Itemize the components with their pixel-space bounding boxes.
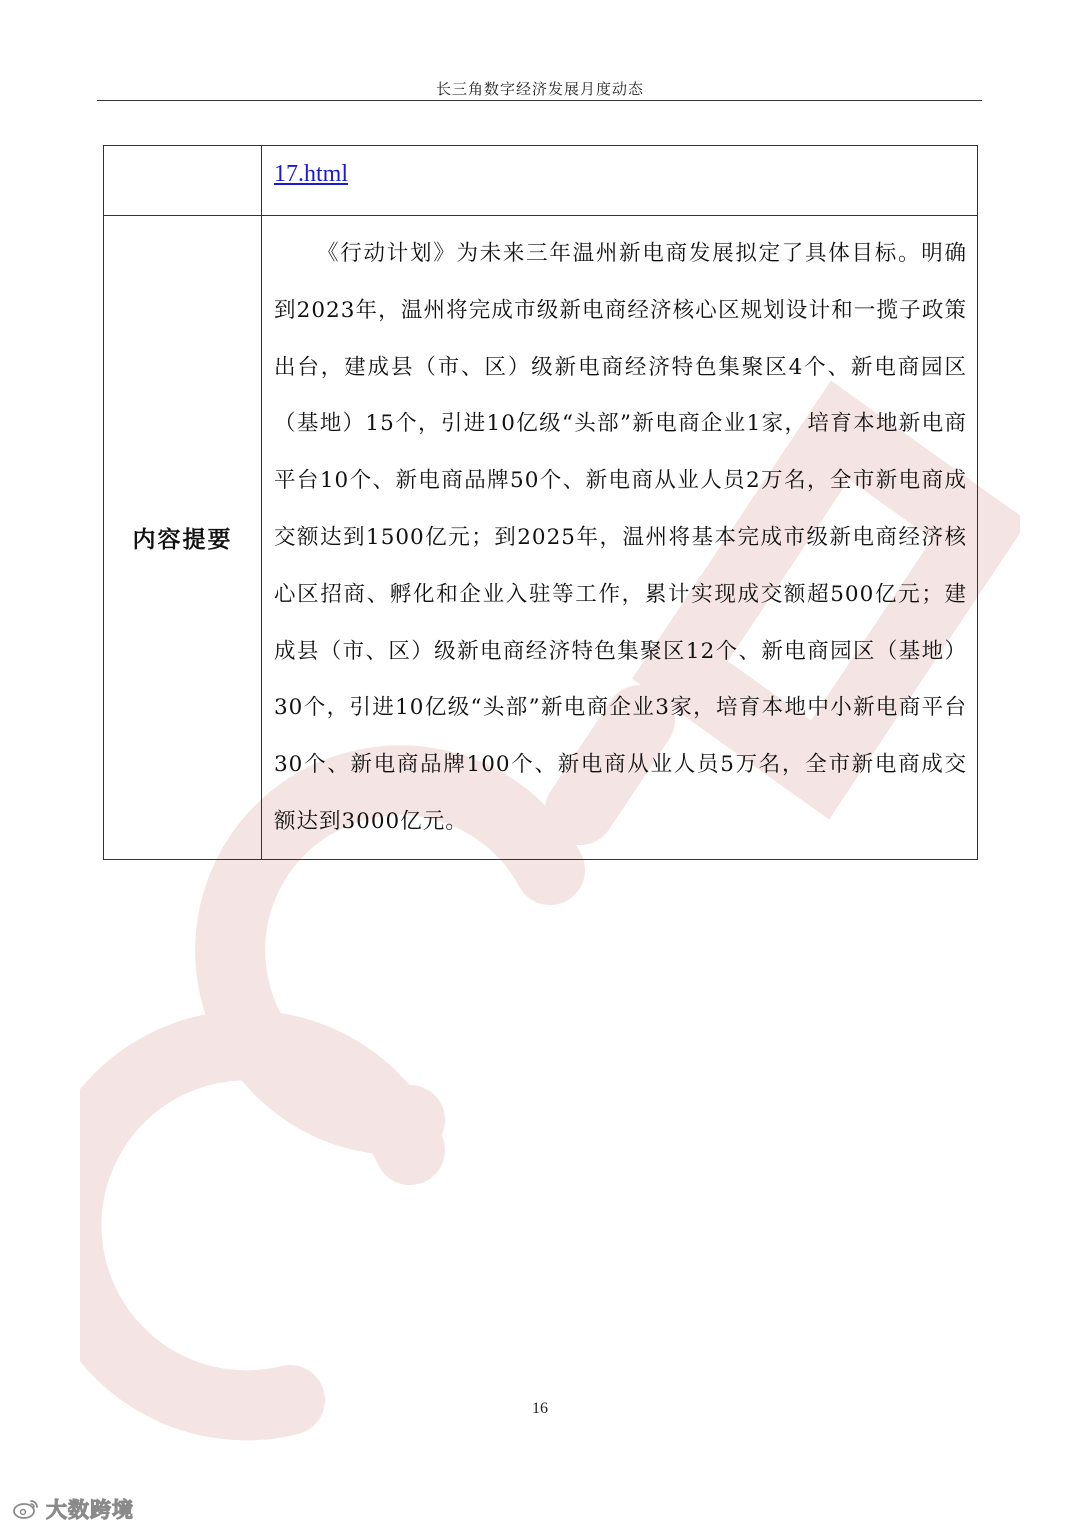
running-header: 长三角数字经济发展月度动态 [435, 80, 644, 98]
page-number: 16 [532, 1400, 548, 1417]
table-label-cell [104, 216, 262, 860]
corner-watermark [12, 1494, 134, 1524]
source-link[interactable]: 17.html [274, 161, 349, 187]
content-summary-text: 《行动计划》为未来三年温州新电商发展拟定了具体目标。明确到2023年，温州将完成市级新电商经济核心区规划设计和一揽子政策出台，建成县（市、区）级新电商经济特色集聚区4个、新电商园区（基地）15个，引进10亿级“头部”新电商企业1家，培育本地新电商平台10个、新电商品牌50个、新电商从业人员2万名，全市新电商成交额达到1500亿元；到2025年，温州将基本完成市级新电商经济核心区招商、孵化和企业入驻等工作，累计实现成交额超500亿元；建成县（市、区）级新电商经济特色集聚区12个、新电商园区（基地）30个，引进10亿级“头部”新电商企业3家，培育本地中小新电商平台30个、新电商品牌100个、新电商从业人员5万名，全市新电商成交额达到3000亿元。 [274, 241, 967, 834]
table-row [104, 216, 978, 860]
table-value-cell [262, 146, 978, 216]
table-label-cell [104, 146, 262, 216]
header-divider [97, 100, 982, 101]
summary-table [103, 145, 978, 860]
table-row [104, 146, 978, 216]
corner-brand-label: 大数跨境 [46, 1498, 134, 1522]
weibo-icon [12, 1498, 40, 1520]
table-value-cell [262, 216, 978, 860]
content-summary-label: 内容提要 [132, 526, 233, 553]
